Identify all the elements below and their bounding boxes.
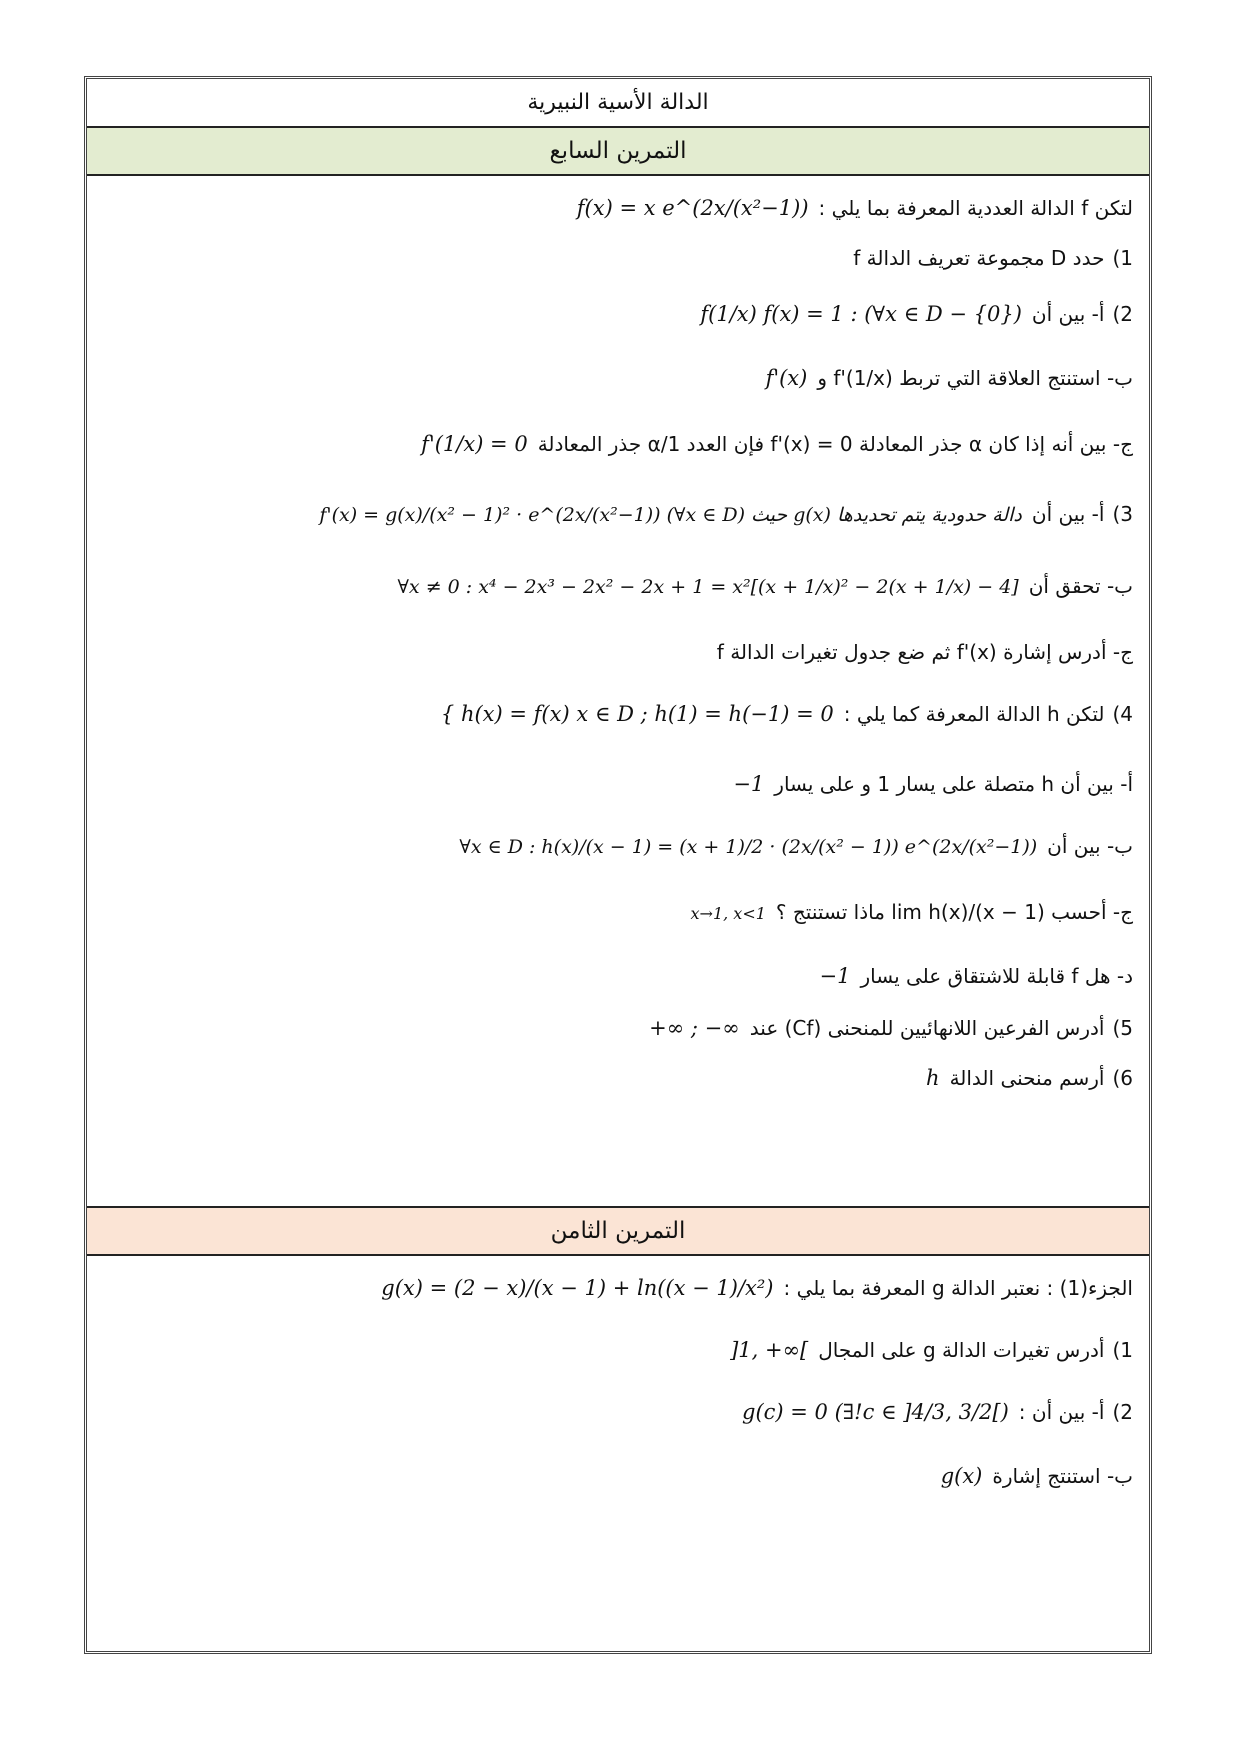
ex7-q3c: ج- أدرس إشارة f'(x) ثم ضع جدول تغيرات الدالة f bbox=[716, 640, 1133, 664]
ex8-q2a: 2)أ- بين أن :g(c) = 0 (∃!c ∈ ]4/3, 3/2[) bbox=[742, 1400, 1133, 1424]
ex7-q4d: د- هل f قابلة للاشتقاق على يسار−1 bbox=[819, 964, 1133, 988]
page-frame bbox=[84, 76, 1152, 1654]
ex7-q4c: ج- أحسب lim h(x)/(x − 1) ماذا تستنتج ؟x→1, x<1 bbox=[690, 900, 1133, 924]
ex7-q6: 6)أرسم منحنى الدالةh bbox=[926, 1066, 1133, 1090]
ex8-intro: الجزء(1) : نعتبر الدالة g المعرفة بما يلي :g(x) = (2 − x)/(x − 1) + ln((x − 1)/x²) bbox=[381, 1276, 1133, 1300]
ex7-q3a: 3)أ- بين أنf'(x) = g(x)/(x² − 1)² · e^(2x/(x²−1)) (∀x ∈ D) حيث g(x) دالة حدودية يتم تحديدها bbox=[319, 502, 1133, 526]
ex7-q2b: ب- استنتج العلاقة التي تربط f'(1/x) وf'(x) bbox=[765, 366, 1133, 390]
exercise8-title: التمرين الثامن bbox=[87, 1206, 1149, 1256]
ex7-q4: 4)لتكن h الدالة المعرفة كما يلي :{ h(x) = f(x) x ∈ D ; h(1) = h(−1) = 0 bbox=[440, 702, 1133, 726]
exercise7-title: التمرين السابع bbox=[87, 128, 1149, 176]
ex7-q1: 1)حدد D مجموعة تعريف الدالة f bbox=[853, 246, 1133, 270]
exercise7-body bbox=[87, 176, 1149, 1206]
ex7-q4a: أ- بين أن h متصلة على يسار 1 و على يسار−1 bbox=[733, 772, 1133, 796]
ex7-q2a: 2)أ- بين أنf(1/x) f(x) = 1 : (∀x ∈ D − {0}) bbox=[700, 302, 1133, 326]
page-title: الدالة الأسية النبيرية bbox=[87, 79, 1149, 128]
ex8-q2b: ب- استنتج إشارةg(x) bbox=[940, 1464, 1133, 1488]
exercise8-body bbox=[87, 1256, 1149, 1656]
ex7-q5: 5)أدرس الفرعين اللانهائيين للمنحنى (Cf) عند+∞ ; −∞ bbox=[649, 1016, 1133, 1040]
ex8-q1: 1)أدرس تغيرات الدالة g على المجال]1, +∞[ bbox=[730, 1338, 1133, 1362]
ex7-q2c: ج- بين أنه إذا كان α جذر المعادلة f'(x) = 0 فإن العدد 1/α جذر المعادلةf'(1/x) = 0 bbox=[421, 432, 1133, 456]
ex7-q4b: ب- بين أن∀x ∈ D : h(x)/(x − 1) = (x + 1)/2 · (2x/(x² − 1)) e^(2x/(x²−1)) bbox=[459, 834, 1133, 858]
ex7-intro: لتكن f الدالة العددية المعرفة بما يلي :f(x) = x e^(2x/(x²−1)) bbox=[576, 196, 1133, 220]
ex7-q3b: ب- تحقق أن∀x ≠ 0 : x⁴ − 2x³ − 2x² − 2x + 1 = x²[(x + 1/x)² − 2(x + 1/x) − 4] bbox=[397, 574, 1133, 598]
